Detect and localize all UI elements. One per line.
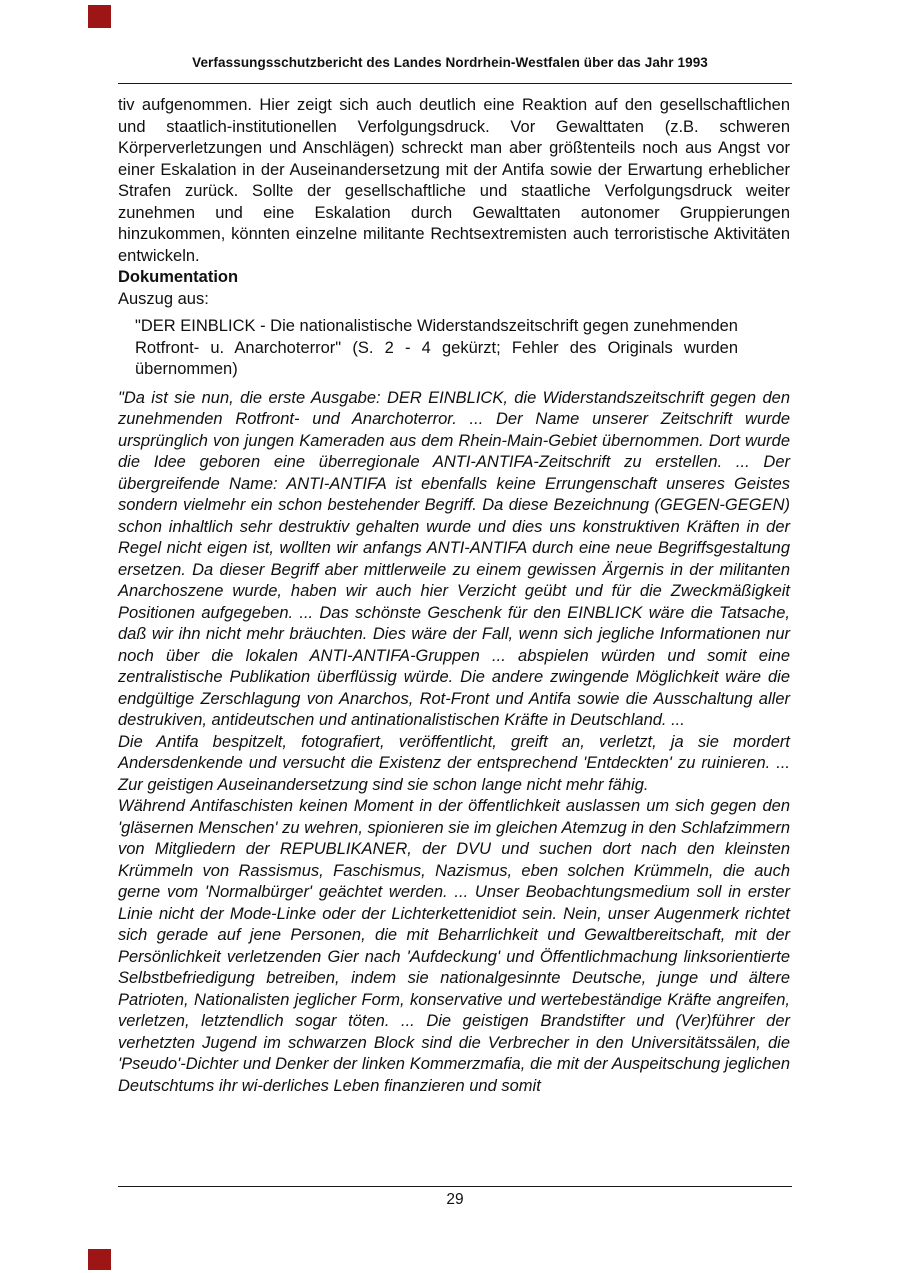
page-body — [118, 95, 790, 1097]
quote-source-citation: "DER EINBLICK - Die nationalistische Widerstandszeitschrift gegen zunehmenden Rotfront- u. Anarchoterror" (S. 2 - 4 gekürzt; Fehler des Originals wurden übernommen) — [135, 317, 738, 378]
quote-paragraph: "Da ist sie nun, die erste Ausgabe: DER EINBLICK, die Widerstandszeitschrift gegen den zunehmenden Rotfront- und Anarchoterror. ... Der Name unserer Zeitschrift wurde ursprünglich von jungen Kameraden aus dem Rhein-Main-Gebiet übernommen. Dort wurde die Idee geboren eine überregionale ANTI-ANTIFA-Zeitschrift zu erstellen. ... Der übergreifende Name: ANTI-ANTIFA ist ebenfalls keine Errungenschaft unseres Geistes sondern vielmehr ein schon bestehender Begriff. Da diese Bezeichnung (GEGEN-GEGEN) schon inhaltlich sehr destruktiv gehalten wurde und dies uns konstruktiven Kräften in der Regel nicht eigen ist, wollten wir anfangs ANTI-ANTIFA durch eine neue Begriffsgestaltung ersetzen. Da dieser Begriff aber mittlerweile zu einem gewissen Ärgernis in der militanten Anarchoszene wurde, haben wir auch hier Verzicht geübt und für die Zweckmäßigkeit Positionen aufgegeben. ... Das schönste Geschenk für den EINBLICK wäre die Tatsache, daß wir ihn nicht mehr bräuchten. Dies wäre der Fall, wenn sich jegliche Informationen nur noch über die lokalen ANTI-ANTIFA-Gruppen ... abspielen würden und somit eine zentralistische Publikation überflüssig würde. Die andere zwingende Möglichkeit wäre die endgültige Zerschlagung von Anarchos, Rot-Front und Antifa sowie die Ausschaltung aller destrukiven, antideutschen und antinationalistischen Kräfte in Deutschland. ... — [118, 388, 790, 729]
quote-paragraph: Die Antifa bespitzelt, fotografiert, veröffentlicht, greift an, verletzt, ja sie mordert Andersdenkende und versucht die Existenz der entsprechend 'Entdeckten' zu ruinieren. ... Zur geistigen Auseinandersetzung sind sie schon lange nicht mehr fähig. — [118, 732, 790, 794]
quote-paragraph: Während Antifaschisten keinen Moment in der öffentlichkeit auslassen um sich gegen den 'gläsernen Menschen' zu wehren, spionieren sie im gleichen Atemzug in den Schlafzimmern von Mitgliedern der REPUBLIKANER, der DVU und suchen dort nach den kleinsten Krümmeln von Rassismus, Faschismus, Nazismus, eben solchen Krümmeln, die auch gerne vom 'Normalbürger' geächtet werden. ... Unser Beobachtungsmedium soll in erster Linie nicht der Mode-Linke oder der Lichterkettenidiot sein. Nein, unser Augenmerk richtet sich gerade auf jene Personen, die mit Beharrlichkeit und Gewaltbereitschaft, mit der Persönlichkeit verletzenden Gier nach 'Aufdeckung' und Öffentlichmachung linksorientierte Selbstbefriedigung betreiben, indem sie nationalgesinnte Deutsche, junge und ältere Patrioten, Nationalisten jeglicher Form, konservative und wertebeständige Kräfte angreifen, verletzen, letztendlich sogar töten. ... Die geistigen Brandstifter und (Ver)führer der verhetzten Jugend im schwarzen Block sind die Verbrecher in den Universitätssälen, die 'Pseudo'-Dichter und Denker der linken Kommerzmafia, die mit der Auspeitschung jeglichen Deutschtums ihr wi-derliches Leben finanzieren und somit — [118, 797, 790, 1095]
page-header — [0, 0, 900, 84]
page-number: 29 — [446, 1191, 464, 1208]
scan-artifact-bottom — [88, 1249, 111, 1270]
section-heading-dokumentation: Dokumentation — [118, 268, 239, 286]
page-header-title: Verfassungsschutzbericht des Landes Nordrhein-Westfalen über das Jahr 1993 — [192, 55, 708, 70]
excerpt-intro-label: Auszug aus: — [118, 289, 209, 308]
quote-block — [118, 388, 790, 1098]
body-paragraph: tiv aufgenommen. Hier zeigt sich auch deutlich eine Reaktion auf den gesellschaftlichen und staatlich-institutionellen Verfolgungsdruck. Vor Gewalttaten (z.B. schweren Körperverletzungen und Anschlägen) schreckt man aber größtenteils noch aus Angst vor einer Eskalation in der Auseinandersetzung mit der Antifa sowie der Erwartung erheblicher Strafen zurück. Sollte der gesellschaftliche und staatliche Verfolgungsdruck weiter zunehmen und eine Eskalation durch Gewalttaten autonomer Gruppierungen hinzukommen, könnten einzelne militante Rechtsextremisten auch terroristische Aktivitäten entwickeln. — [118, 96, 790, 265]
scan-artifact-top — [88, 5, 111, 28]
page-footer — [118, 1186, 792, 1209]
header-divider — [118, 83, 792, 84]
